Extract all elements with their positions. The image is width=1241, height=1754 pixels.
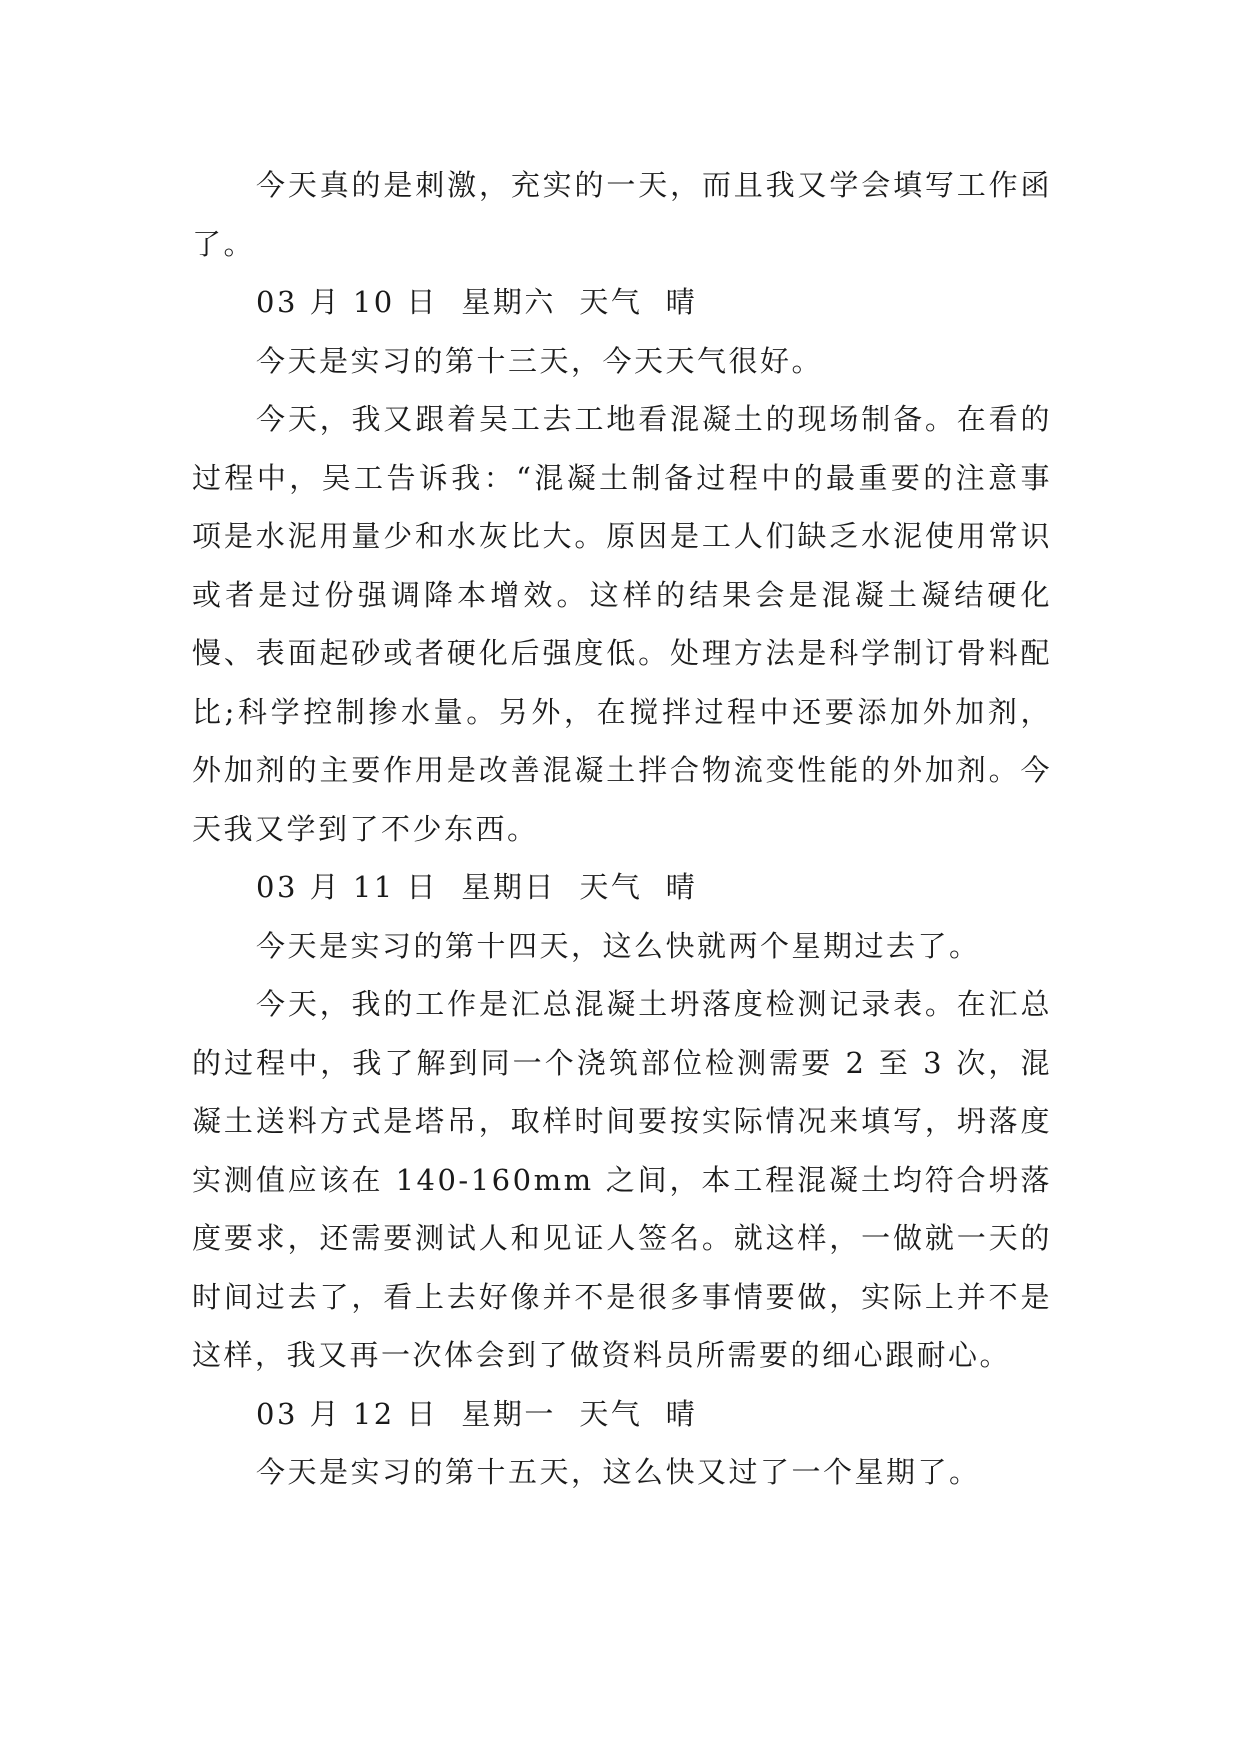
paragraph-day15-intro: 今天是实习的第十五天，这么快又过了一个星期了。 xyxy=(256,1455,981,1489)
paragraph-summary: 今天真的是刺激，充实的一天，而且我又学会填写工作函了。 xyxy=(192,168,1052,261)
paragraph-day13-body: 今天，我又跟着吴工去工地看混凝土的现场制备。在看的过程中，吴工告诉我：“混凝土制备过程中的最重要的注意事项是水泥用量少和水灰比大。原因是工人们缺乏水泥使用常识或者是过份强调降本增效。这样的结果会是混凝土凝结硬化慢、表面起砂或者硬化后强度低。处理方法是科学制订骨料配比;科学控制掺水量。另外，在搅拌过程中还要添加外加剂，外加剂的主要作用是改善混凝土拌合物流变性能的外加剂。今天我又学到了不少东西。 xyxy=(192,402,1052,846)
document-page xyxy=(192,156,1052,1502)
paragraph-day13-intro: 今天是实习的第十三天，今天天气很好。 xyxy=(256,343,824,378)
paragraph-day14-body: 今天，我的工作是汇总混凝土坍落度检测记录表。在汇总的过程中，我了解到同一个浇筑部位检测需要 2 至 3 次，混凝土送料方式是塔吊，取样时间要按实际情况来填写，坍落度实测值应该在 140-160mm 之间，本工程混凝土均符合坍落度要求，还需要测试人和见证人签名。就这样，一做就一天的时间过去了，看上去好像并不是很多事情要做，实际上并不是这样，我又再一次体会到了做资料员所需要的细心跟耐心。 xyxy=(192,987,1052,1372)
diary-date-0312: 03 月 12 日 星期一 天气 晴 xyxy=(256,1396,698,1431)
diary-date-0310: 03 月 10 日 星期六 天气 晴 xyxy=(256,285,698,319)
paragraph-day14-intro: 今天是实习的第十四天，这么快就两个星期过去了。 xyxy=(256,928,981,963)
diary-date-0311: 03 月 11 日 星期日 天气 晴 xyxy=(256,870,698,904)
